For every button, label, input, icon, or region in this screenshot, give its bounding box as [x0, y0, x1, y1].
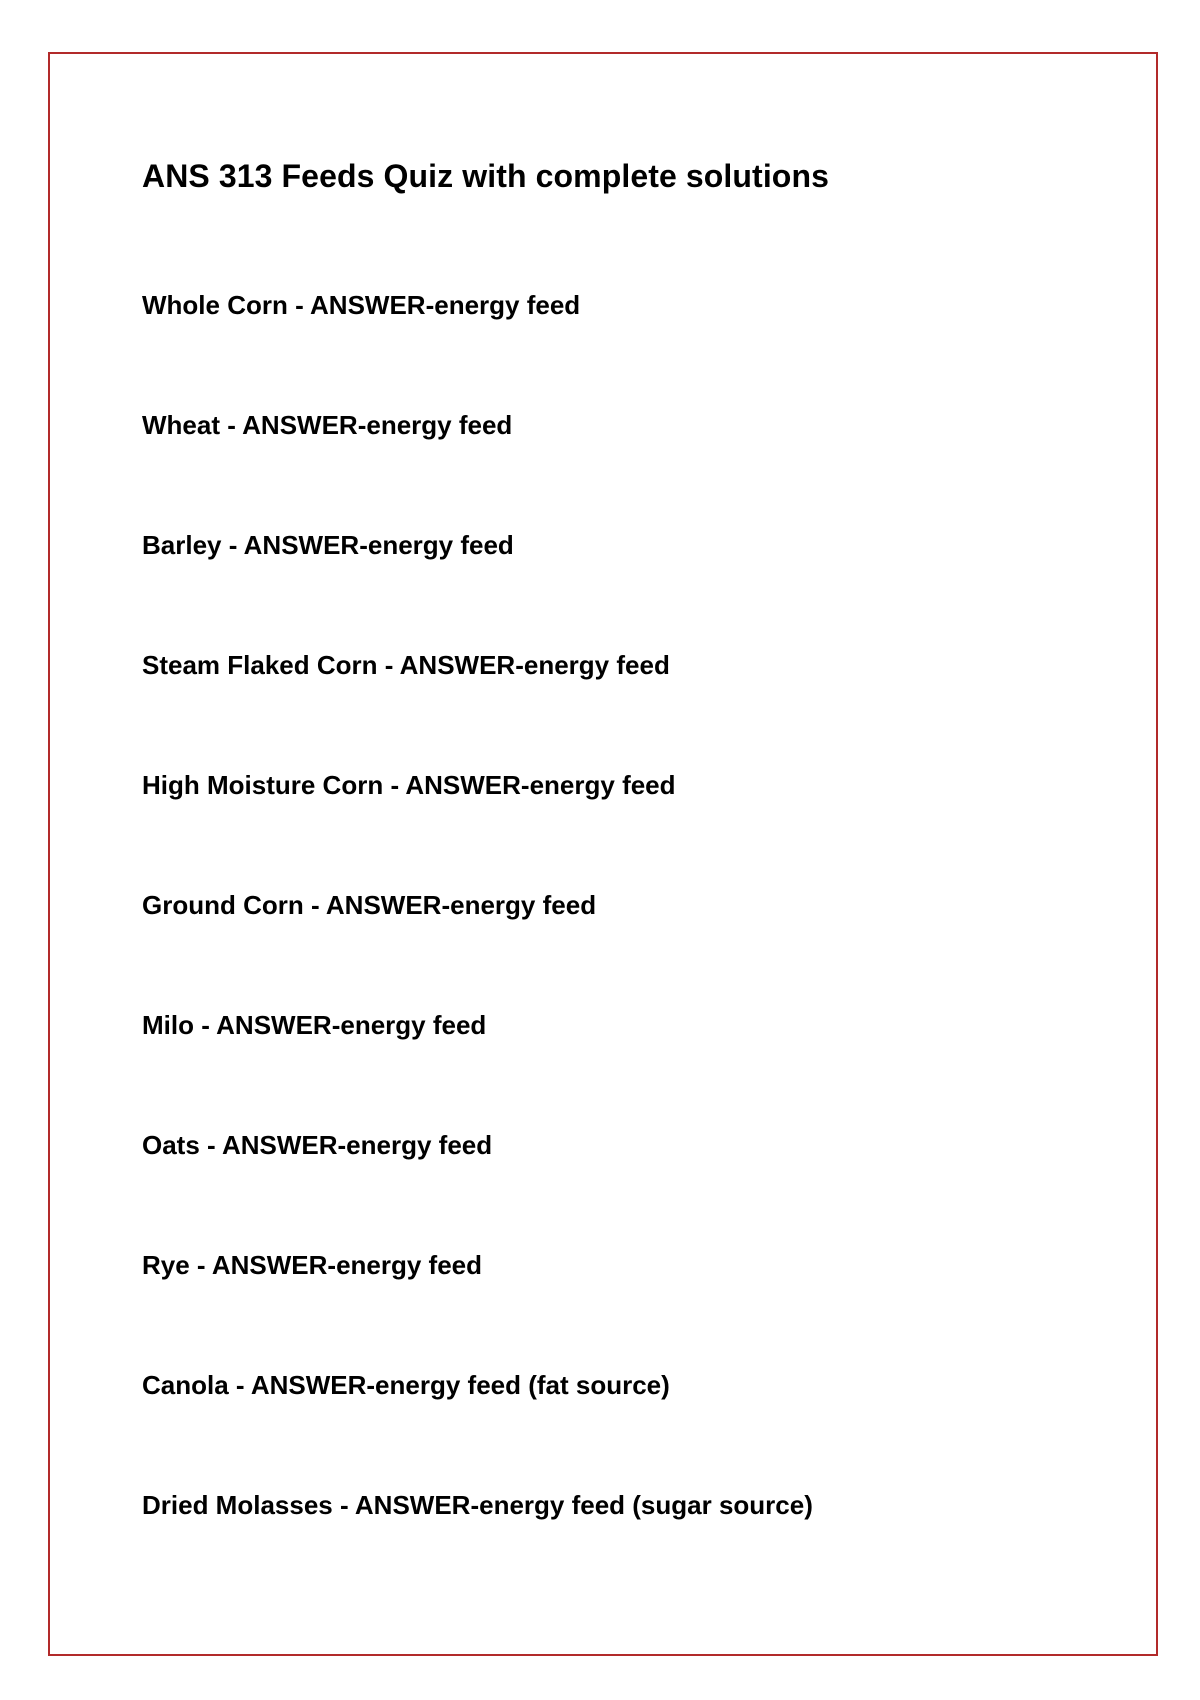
answer-text: energy feed	[529, 770, 676, 800]
question-text: High Moisture Corn	[142, 770, 384, 800]
qa-item	[142, 768, 813, 888]
answer-prefix: ANSWER-	[221, 1130, 347, 1160]
answer-prefix: ANSWER-	[325, 890, 451, 920]
answer-prefix: ANSWER-	[250, 1370, 376, 1400]
answer-text: energy feed	[434, 290, 581, 320]
question-text: Whole Corn	[142, 290, 288, 320]
answer-text: energy feed	[367, 530, 514, 560]
answer-text: energy feed	[366, 410, 513, 440]
answer-text: energy feed	[450, 890, 597, 920]
answer-prefix: ANSWER-	[354, 1490, 480, 1520]
qa-item	[142, 288, 813, 408]
separator: -	[199, 1130, 222, 1160]
answer-prefix: ANSWER-	[242, 410, 367, 440]
separator: -	[220, 410, 243, 440]
qa-item	[142, 528, 813, 648]
answer-text: energy feed	[523, 650, 670, 680]
question-text: Milo	[142, 1010, 194, 1040]
qa-item	[142, 888, 813, 1008]
answer-prefix: ANSWER-	[399, 650, 524, 680]
answer-text: energy feed (sugar source)	[479, 1490, 813, 1520]
answer-text: energy feed	[346, 1130, 493, 1160]
separator: -	[228, 1370, 251, 1400]
answer-text: energy feed	[336, 1250, 483, 1280]
answer-prefix: ANSWER-	[243, 530, 368, 560]
separator: -	[377, 650, 400, 680]
separator: -	[189, 1250, 212, 1280]
answer-prefix: ANSWER-	[405, 770, 530, 800]
question-text: Rye	[142, 1250, 190, 1280]
separator: -	[303, 890, 326, 920]
separator: -	[287, 290, 311, 320]
separator: -	[194, 1010, 217, 1040]
question-text: Canola	[142, 1370, 229, 1400]
question-text: Barley	[142, 530, 222, 560]
qa-item	[142, 1128, 813, 1248]
question-text: Dried Molasses	[142, 1490, 333, 1520]
separator: -	[383, 770, 406, 800]
answer-text: energy feed	[340, 1010, 487, 1040]
question-text: Oats	[142, 1130, 200, 1160]
answer-prefix: ANSWER-	[310, 290, 435, 320]
qa-item	[142, 1368, 813, 1488]
qa-item	[142, 1248, 813, 1368]
qa-item	[142, 408, 813, 528]
answer-prefix: ANSWER-	[211, 1250, 337, 1280]
question-text: Wheat	[142, 410, 220, 440]
qa-item	[142, 1008, 813, 1128]
qa-item	[142, 648, 813, 768]
question-text: Ground Corn	[142, 890, 304, 920]
qa-item	[142, 1488, 813, 1608]
question-text: Steam Flaked Corn	[142, 650, 378, 680]
separator: -	[332, 1490, 355, 1520]
answer-text: energy feed (fat source)	[375, 1370, 670, 1400]
answer-prefix: ANSWER-	[216, 1010, 341, 1040]
separator: -	[221, 530, 244, 560]
qa-list	[142, 288, 813, 1608]
document-title: ANS 313 Feeds Quiz with complete solutions	[142, 158, 829, 194]
